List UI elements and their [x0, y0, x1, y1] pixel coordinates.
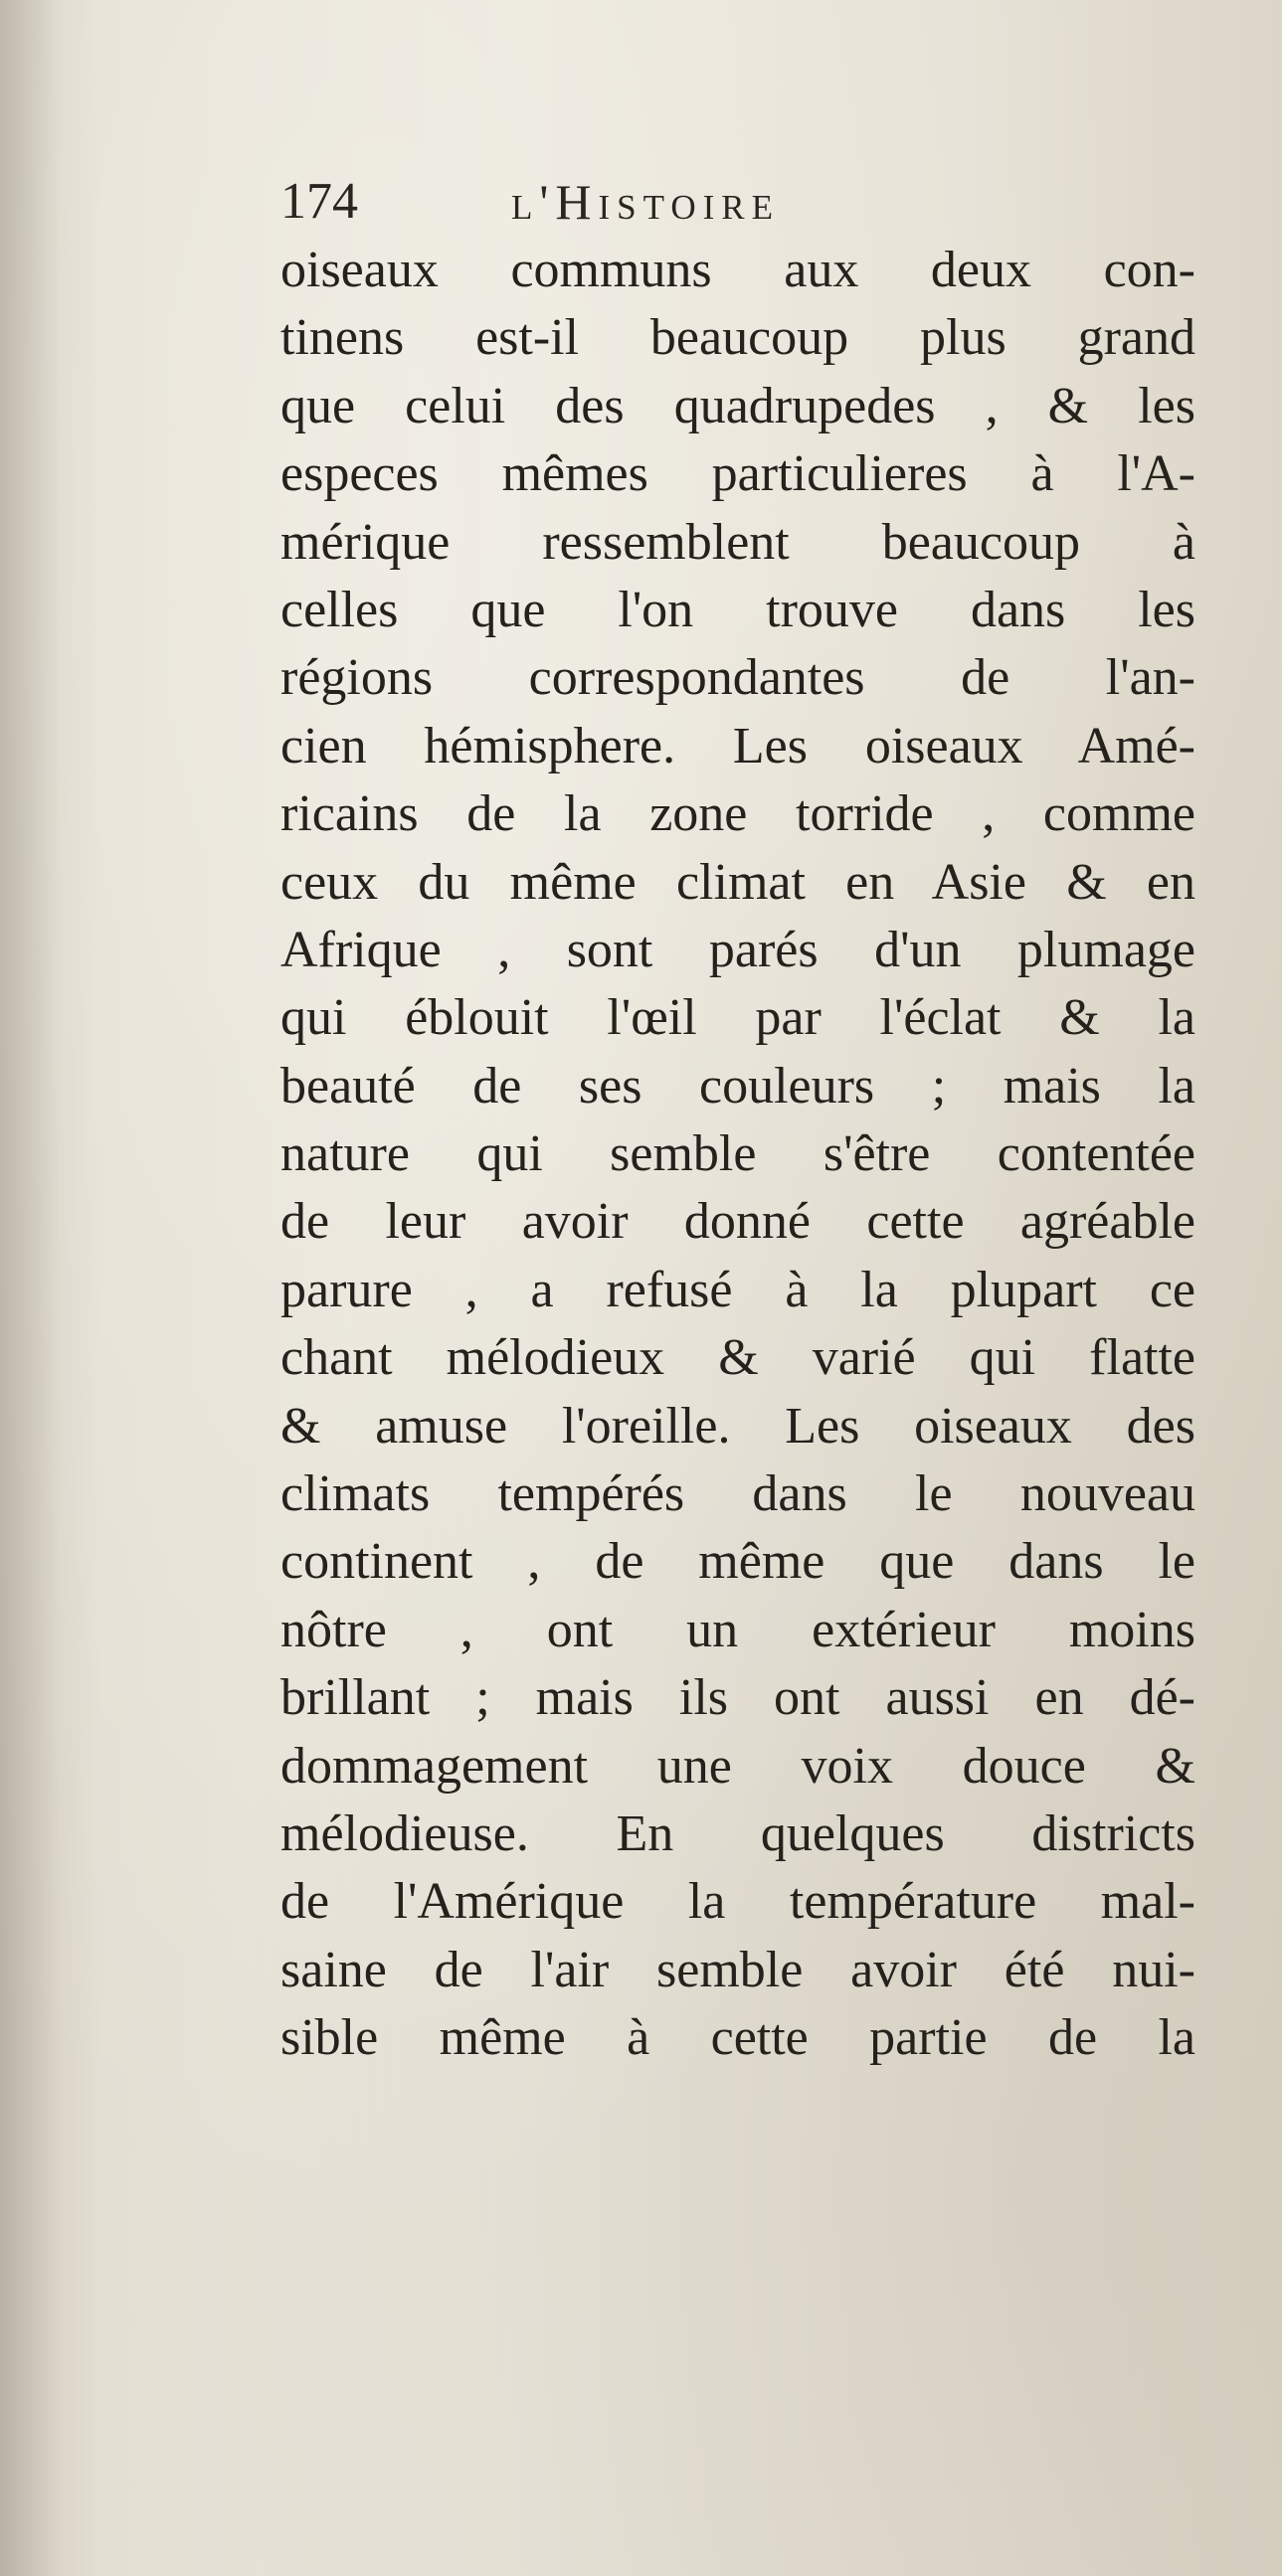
page-number: 174	[280, 173, 358, 230]
text-line: sible même à cette partie de la	[280, 2009, 1195, 2067]
text-line: & amuse l'oreille. Les oiseaux des	[280, 1397, 1195, 1455]
text-line: nôtre , ont un extérieur moins	[280, 1601, 1195, 1658]
text-line: ceux du même climat en Asie & en	[280, 853, 1195, 911]
text-line: ricains de la zone torride , comme	[280, 785, 1195, 843]
text-line: mélodieuse. En quelques districts	[280, 1804, 1195, 1862]
text-line: brillant ; mais ils ont aussi en dé-	[280, 1669, 1195, 1727]
text-line: dommagement une voix douce &	[280, 1737, 1195, 1795]
text-line: parure , a refusé à la plupart ce	[280, 1261, 1195, 1318]
text-line: chant mélodieux & varié qui flatte	[280, 1329, 1195, 1387]
text-line: régions correspondantes de l'an-	[280, 649, 1195, 707]
text-line: mérique ressemblent beaucoup à	[280, 513, 1195, 571]
text-line: Afrique , sont parés d'un plumage	[280, 921, 1195, 978]
text-line: continent , de même que dans le	[280, 1533, 1195, 1591]
text-line: qui éblouit l'œil par l'éclat & la	[280, 989, 1195, 1047]
body-text	[280, 237, 1195, 2073]
text-line: climats tempérés dans le nouveau	[280, 1465, 1195, 1523]
text-line: celles que l'on trouve dans les	[280, 581, 1195, 638]
text-line: saine de l'air semble avoir été nui-	[280, 1941, 1195, 1998]
page-header	[280, 167, 1195, 237]
text-line: oiseaux communs aux deux con-	[280, 242, 1195, 298]
text-line: cien hémisphere. Les oiseaux Amé-	[280, 717, 1195, 774]
page-edge-shadow	[0, 0, 60, 2576]
text-line: beauté de ses couleurs ; mais la	[280, 1057, 1195, 1115]
text-line: tinens est-il beaucoup plus grand	[280, 309, 1195, 367]
text-line: de leur avoir donné cette agréable	[280, 1193, 1195, 1251]
text-line: que celui des quadrupedes , & les	[280, 377, 1195, 434]
text-line: de l'Amérique la température mal-	[280, 1873, 1195, 1931]
running-title: l'Histoire	[511, 174, 781, 230]
text-line: nature qui semble s'être contentée	[280, 1125, 1195, 1183]
text-line: especes mêmes particulieres à l'A-	[280, 445, 1195, 503]
